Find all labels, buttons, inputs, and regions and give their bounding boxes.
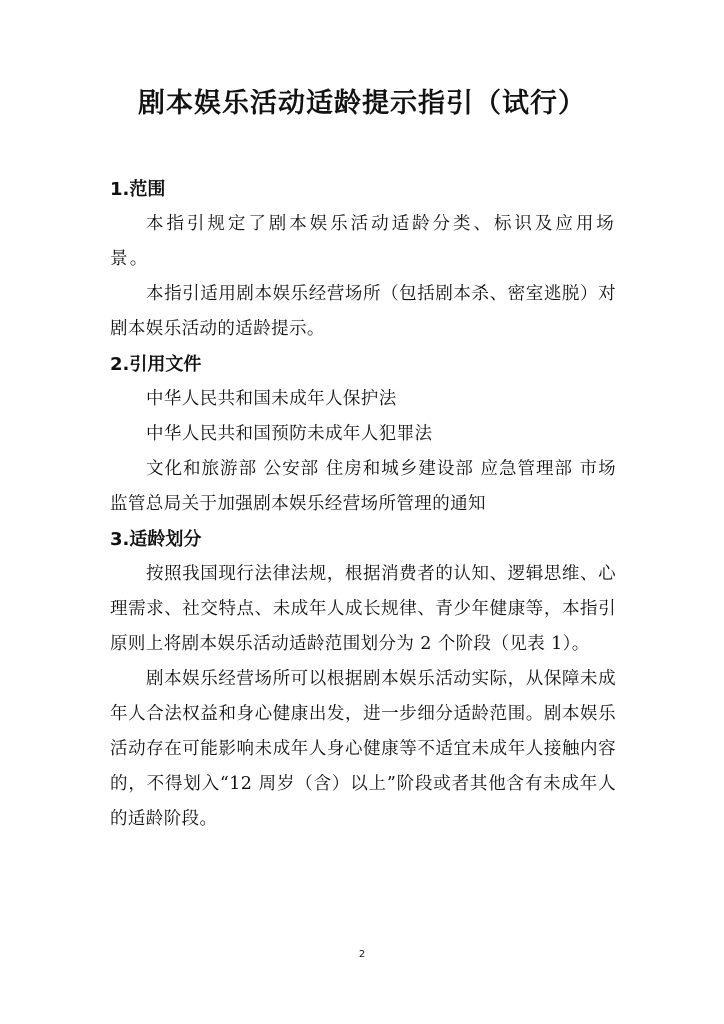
reference-item-1: 中华人民共和国未成年人保护法 [146,389,397,409]
section-heading-references: 2.引用文件 [110,354,202,375]
scope-paragraph-2: 本指引适用剧本娱乐经营场所（包括剧本杀、密室逃脱）对剧本娱乐活动的适龄提示。 [110,284,616,339]
age-division-paragraph-1: 按照我国现行法律法规，根据消费者的认知、逻辑思维、心理需求、社交特点、未成年人成长规律、青少年健康等，本指引原则上将剧本娱乐活动适龄范围划分为 2 个阶段（见表 1）。 [110,564,616,654]
document-body [110,172,616,837]
section-heading-scope: 1.范围 [110,179,166,200]
section-heading-age-division: 3.适龄划分 [110,529,202,550]
age-division-paragraph-2: 剧本娱乐经营场所可以根据剧本娱乐活动实际，从保障未成年人合法权益和身心健康出发，进一步细分适龄范围。剧本娱乐活动存在可能影响未成年人身心健康等不适宜未成年人接触内容的，不得划入“12 周岁（含）以上”阶段或者其他含有未成年人的适龄阶段。 [110,669,616,829]
reference-item-3: 文化和旅游部 公安部 住房和城乡建设部 应急管理部 市场监管总局关于加强剧本娱乐经营场所管理的通知 [110,459,616,514]
scope-paragraph-1: 本指引规定了剧本娱乐活动适龄分类、标识及应用场景。 [110,214,616,269]
reference-item-2: 中华人民共和国预防未成年人犯罪法 [146,424,433,444]
document-title: 剧本娱乐活动适龄提示指引（试行） [138,88,586,119]
page-number: 2 [358,949,366,960]
